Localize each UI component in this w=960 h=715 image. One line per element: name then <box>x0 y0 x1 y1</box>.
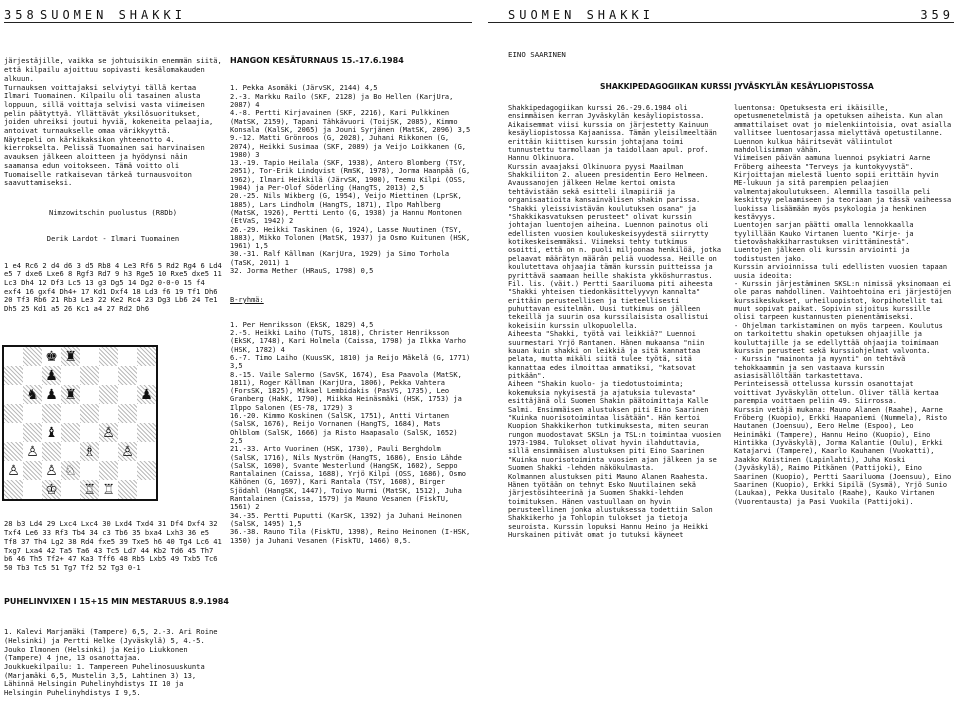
result-heading: PUHELINVIXEN I 15+15 MIN MESTARUUS 8.9.1984 <box>4 597 229 607</box>
board-square: ♙ <box>45 462 58 479</box>
game-moves-continued: 28 b3 Ld4 29 Lxc4 Lxc4 30 Lxd4 Txd4 31 Df4 Dxf4 32 Txf4 Le6 33 Rf3 Tb4 34 c3 Tb6 35 bxa4 Lxh3 36 e5 Tf8 37 Th4 Lg2 38 Rd4 fxe5 39 Txe5 h6 40 Tg4 Lc6 41 Txg7 Lxa4 42 Ta5 Ta6 43 Tc5 Ld7 44 Kb2 Td6 45 Th7 b6 46 Th5 Tf2+ 47 Ka3 Tff6 48 Rb5 Lxb5 49 Txb5 Tc6 50 Tb3 Tc5 51 Tg7 Tf2 52 Tg3 0-1 <box>4 519 227 572</box>
board-square <box>118 461 137 480</box>
header-rule-right <box>488 22 954 23</box>
board-square <box>61 480 80 499</box>
board-square <box>23 461 42 480</box>
result-text: 1. Kalevi Marjamäki (Tampere) 6,5, 2.-3. Ari Roine (Helsinki) ja Pertti Helke (Jyväskylä) 5, 4.-5. Jouko Ilmonen (Helsinki) ja Keijo Liukkonen (Tampere) 4 jne, 13 osanottajaa. Joukkuekilpailu: 1. Tampereen Puhelinosuuskunta (Marjamäki 6,5, Mustelin 3,5, Lahtinen 3) 13, Lähinnä Helsingin Puhelinyhdistys II 10 ja Helsingin Puhelinyhdistys I 9,5. <box>4 627 218 698</box>
game-opening: Nimzowitschin puolustus (R8Db) <box>48 208 178 218</box>
page-number-left: 358 <box>4 8 38 22</box>
board-square: ♙ <box>7 462 20 479</box>
board-square <box>99 347 118 366</box>
hangon-column <box>230 40 474 561</box>
board-square: ♗ <box>80 442 99 461</box>
board-square <box>4 404 23 423</box>
board-square: ♙ <box>118 442 137 461</box>
board-square <box>118 385 137 404</box>
board-square: ♟ <box>137 385 156 404</box>
game-moves: 1 e4 Rc6 2 d4 d6 3 d5 Rb8 4 Le3 Rf6 5 Rd2 Rg4 6 Ld4 e5 7 dxe6 Lxe6 8 Rgf3 Rd7 9 h3 Rge5 10 Rxe5 dxe5 11 Lc3 Dh4 12 Df3 Lc5 13 g3 Dg5 14 Dg2 0-0-0 15 f4 exf4 16 gxf4 Dh4+ 17 Kd1 Dxf4 18 Ld3 f6 19 Tf1 Dh6 20 Tf3 Rb6 21 Rb3 Le3 22 Ke2 Rc4 23 Dg3 Lb6 24 Te1 Dh5 25 Kd1 a5 26 Kc1 a4 27 Rd2 Dh6 <box>4 260 227 314</box>
board-square <box>42 442 61 461</box>
board-square: ♟ <box>42 366 61 385</box>
board-square: ♚ <box>45 348 58 365</box>
board-square: ♟ <box>45 386 58 403</box>
hangon-heading: HANGON KESÄTURNAUS 15.-17.6.1984 <box>230 55 404 65</box>
board-square: ♖ <box>102 481 115 498</box>
board-square <box>61 442 80 461</box>
running-header-left: SUOMEN SHAKKI <box>40 8 186 22</box>
board-square <box>137 480 156 499</box>
board-square: ♙ <box>26 443 39 460</box>
intro-text: järjestäjille, vaikka se johtuisikin enemmän siitä, että kilpailu ajoittuu sopivasti kesälomakauden alkuun. Turnauksen voittajaksi selviytyi tällä kertaa Ilmari Tuomainen. Kilpailu oli tasainen alusta loppuun, sillä voittaja selvisi vasta viimeisen pelin päätyttyä. Yllättävät yksilösuoritukset, joiden uhreiksi joutui hyviä, kokeneita pelaajia, antoivat turnaukselle omaa värikkyyttä. Näytepeli on kärkikaksikon yhteenotto 4. kierrokselta. Pelissä Tuomainen sai harvinaisen avauksen jälkeen aloitteen ja hyödynsi näin saamansa edun voitokseen. Tämä voitto oli Tuomaiselle ratkaisevan tärkeä turnausvoiton saavuttamiseksi. <box>4 56 222 188</box>
board-square <box>118 480 137 499</box>
board-square <box>80 461 99 480</box>
board-square <box>118 347 137 366</box>
board-square <box>99 385 118 404</box>
board-square <box>80 385 99 404</box>
board-square <box>23 347 42 366</box>
board-square <box>99 366 118 385</box>
running-header-right: SUOMEN SHAKKI <box>508 8 654 22</box>
hangon-results-a: 1. Pekka Asomäki (JärvSK, 2144) 4,5 2.-3. Markku Railo (SKF, 2128) ja Bo Hellen (KarjUra, 2087) 4 4.-8. Pertti Kirjavainen (SKF, 2216), Kari Pulkkinen (MatSK, 2159), Tapani Tähkävuori (ToijSK, 2085), Kimmo Konsala (KalSK, 2065) ja Jouni Syrjänen (MatSK, 2096) 3,5 9.-12. Matti Grönroos (G, 2028), Juhani Rikkonen (G, 2074), Heikki Susimaa (SKF, 2089) ja Veijo Loikkanen (G, 1980) 3 13.-19. Tapio Heilala (SKF, 1938), Antero Blomberg (TSY, 2051), Tor-Erik Lindqvist (RmSK, 1978), Jorma Haanpää (G, 1962), Ilmari Heikkilä (JärvSK, 1900), Teemu Kilpi (OSS, 1904) ja Per-Olof Söderling (HangTS, 2013) 2,5 20.-25. Nils Wikberg (G, 1954), Veijo Miettinen (LprSK, 1885), Lars Lindholm (HangTS, 1871), Ilpo Mahlberg (MatSK, 1926), Pertti Lento (G, 1938) ja Hannu Montonen (EtVaS, 1942) 2 26.-29. Heikki Taskinen (G, 1924), Lasse Nuutinen (TSY, 1883), Mikko Tolonen (MatSK, 1937) ja Osmo Kuitunen (HSK, 1961) 1,5 30.-31. Ralf Källman (KarjUra, 1929) ja Simo Torhola (TaSK, 2011) 1 32. Jorma Mether (HRauS, 1798) 0,5 <box>230 84 471 276</box>
right-page <box>480 0 960 689</box>
board-square <box>99 442 118 461</box>
board-square <box>4 442 23 461</box>
board-square <box>23 423 42 442</box>
board-square <box>137 347 156 366</box>
article-title: SHAKKIPEDAGOGIIKAN KURSSI JYVÄSKYLÄN KESÄYLIOPISTOSSA <box>600 82 874 91</box>
board-square <box>118 404 137 423</box>
author-name: EINO SAARINEN <box>508 50 566 59</box>
page-number-right: 359 <box>920 8 954 22</box>
board-square <box>4 423 23 442</box>
board-square <box>80 404 99 423</box>
board-square <box>61 404 80 423</box>
left-column <box>4 40 227 331</box>
left-column-lower <box>4 503 229 715</box>
board-square <box>137 366 156 385</box>
board-square <box>80 366 99 385</box>
board-square <box>4 366 23 385</box>
board-square: ♔ <box>42 480 61 499</box>
board-square <box>23 480 42 499</box>
board-square <box>137 461 156 480</box>
board-square <box>99 404 118 423</box>
board-square: ♘ <box>61 461 80 480</box>
board-square <box>4 347 23 366</box>
board-square <box>137 404 156 423</box>
board-square: ♙ <box>99 423 118 442</box>
board-square <box>80 347 99 366</box>
board-square <box>80 423 99 442</box>
board-square <box>4 480 23 499</box>
header-rule <box>4 22 472 23</box>
hangon-results-b: 1. Per Henriksson (EkSK, 1829) 4,5 2.-5. Heikki Laiho (TuTS, 1818), Christer Henriksson (EkSK, 1748), Kari Holmela (Caissa, 1798) ja Ilkka Varho (HSK, 1782) 4 6.-7. Timo Laiho (KuusSK, 1810) ja Reijo Mäkelä (G, 1771) 3,5 8.-15. Vaile Salermo (SavSK, 1674), Esa Paavola (MatSK, 1811), Roger Källman (KarjUra, 1806), Pekka Vahtera (ForsSK, 1825), Mikael Lembidakis (PasVS, 1735), Leo Granberg (HakK, 1790), Miikka Heinäsmäki (HSK, 1753) ja Ilppo Salonen (ES-78, 1729) 3 16.-20. Kimmo Koskinen (SalSK, 1751), Antti Virtanen (SalSK, 1676), Reijo Vornanen (HangTS, 1684), Mats Ohlblom (SalSK, 1666) ja Risto Haapasalo (SalSK, 1652) 2,5 21.-33. Arto Vuorinen (HSK, 1730), Pauli Berghdolm (SalSK, 1716), Nils Nyström (HangTS, 1686), Ensio Lähde (SalSK, 1690), Svante Westerlund (HangSK, 1602), Seppo Rantalainen (Caissa, 1688), Yrjö Kilpi (OSS, 1686), Osmo Kähönen (G, 1697), Kari Rantala (TSY, 1608), Birger Sjödahl (HangSK, 1447), Toivo Nurmi (MatSK, 1512), Juha Rantalainen (Caissa, 1579) ja Mauno Vesanen (FiskTU, 1561) 2 34.-35. Pertti Puputti (KarSK, 1392) ja Juhani Heinonen (SalSK, 1495) 1,5 36.-38. Rauno Tila (FiskTU, 1398), Reino Heinonen (I-HSK, 1350) ja Juhani Vesanen (FiskTU, 1466) 0,5. <box>230 320 471 545</box>
board-square <box>137 423 156 442</box>
board-square <box>118 366 137 385</box>
board-square: ♞ <box>23 385 42 404</box>
board-square: ♖ <box>80 480 99 499</box>
article-column-1: Shakkipedagogiikan kurssi 26.-29.6.1984 oli ensimmäisen kerran Jyväskylän kesäyliopistossa. Aikaisemmat viisi kurssia on järjestetty Kainuun kesäyliopistossa Kajaanissa. Tämän yleisilmeeltään erittäin kiittisen kurssin johtajana toimi tunnustettu tarmollaan ja taidollaan apul. prof. Hannu Olkinuora. Kurssin avaajaksi Olkinuora pyysi Maailman Shakkiliiton 2. alueen presidentin Eero Helmeen. Avaussanojen jälkeen Helme kertoi omista tehtävistään sekä esitteli ilmapiiriä ja organisaatioita kansainvälisen shakin parissa. "Shakki yleissivistävän koulutuksen osana" ja "Shakkikasvatuksen perusteet" olivat kurssin johtajan luentojen aiheina. Luennon painotus oli edellisten vuosien koulukeskeisyydestä siirrytty kotikeskeisemmäksi. Viimeksi tehty tutkimus osoitti, että on n. puoli miljoonaa henkilöä, jotka pelaavat määrätyn määrän peliä vuodessa. Heille on koulutettava ohjaajia tämän kurssin puitteissa ja pyrittävä saamaan heille shakista ykköshurrastus. Fil. lis. (väit.) Pertti Saariluoma piti aiheesta "Shakki yhteisen tiedonkäsittelyyvyn kannalta" erittäin perusteellisen ja tieteellisesti puhuttavan esitelmän. Uusi tutkimus on jälleen tekeillä ja suurin osa kurssilaisista osallistui kokeisiin kurssin ulkopuolella. Aiheesta "Shakki, työtä vai leikkiä?" Luennoi suurmestari Yrjö Rantanen. Hänen mukaansa "niin kauan kuin shakki on leikkiä ja sitä kannattaa pelata, mutta mikäli siitä tulee työtä, sitä kannattaa edes ilmoittaa ammatiksi, "katsovat pitkään". Aiheen "Shakin kuolo- ja tiedotustoiminta; kokemuksia nykyisestä ja ajatuksia tulevasta" esittäjänä oli Suomen Shakin päätoimittaja Kalle Salmi. Ensimmäisen alustuksen piti Eino Saarinen "Kuinka nuorisotoimintaa lisätään". Hän kertoi Kuopion Shakkikerhon tutkimuksesta, miten seuran rungon muodostavat SKSLn ja TSL:n toimintaa vuosien 1973-1984. Tulokset olivat hyvin ilahduttavia, sillä ensimmäisen alustuksen piti Eino Saarinen "Kuinka nuorisotoiminta vuosien ajan jälkeen ja se Suomen Shakki -lehden näkökulmasta. Kolmannen alustuksen piti Mauno Alanen Raahesta. Hänen työtään on tehnyt Esko Nuutilainen sekä järjestösihteerinä ja Suomen Shakki-lehden toimituksen. Hänen vastuullaan on hyvin perusteellinen jonka alustuksessa todettiin Salon Shakkikerho ja Tohlopin tulokset ja tietoja seuroista. Kurssin lopuksi Hannu Heino ja Heikki Hurskainen pitivät omat jo tutuksi käyneet <box>508 104 722 540</box>
board-square <box>23 366 42 385</box>
board-square: ♝ <box>45 424 58 441</box>
left-page <box>0 0 480 698</box>
board-square <box>118 423 137 442</box>
hangon-b-heading: B-ryhmä: <box>230 295 264 304</box>
board-square <box>23 404 42 423</box>
board-square <box>61 366 80 385</box>
board-square <box>99 461 118 480</box>
game-players: Derik Lardot - Ilmari Tuomainen <box>46 234 180 244</box>
board-square <box>137 442 156 461</box>
board-square: ♜ <box>61 385 80 404</box>
board-square <box>42 404 61 423</box>
board-square: ♜ <box>61 347 80 366</box>
board-square <box>4 385 23 404</box>
article-column-2: luentonsa: Opetuksesta eri ikäisille, opetusmenetelmistä ja opetuksen aiheista. Kun alan ammattilaiset ovat jo mielenkiintoisia, ovat asialla vallitsee luentosarjassa mielyttävä opetustilanne. Luennon kulkua häiritsevät väliintulot mahdollisimman vähän. Viimeisen päivän aamuna luennoi psykiatri Aarne Fröberg aiheesta "Terveys ja kuntokyvystä". Kirjoittajan mielestä luento sopii erittäin hyvin ME-lukuun ja sitä parempien pelaajien valmentajakoulutukseen. Alemmilla tasoilla peli keskittyy pelaamiseen ja teoriaan ja tässä vaiheessa luokissa lisäämään myös psykologia ja henkinen kestävyys. Luentojen sarjan päätti omalla lennokkaalla tyylillään Kauko Virtanen luento "Kirje- ja tietoväshakkiharrastuksen virittäminestä". Luentojen jälkeen oli kurssin arviointi ja todistusten jako. Kurssin arvioinnissa tuli edellisten vuosien tapaan uusia ideoita: - Kurssin järjestäminen SKSL:n nimissä yksinomaan ei ole paras mahdollinen. Vaihtoehtoina eri järjestöjen kurssikeskukset, urheiluopistot, korpihotellit tai muut sopivat paikat. Sopivin sijoitus kurssille olisi tarpeen kustannusten pienentämiseksi. - Ohjelman tarkistaminen on myös tarpeen. Koulutus on tarkoitettu shakin opetuksen ohjaajille ja kouluttajille ja se edellyttää ohjaajia toimimaan kurssin perusteet sekä kurssiohjelmat valvonta. - Kurssin "mainonta ja myynti" on tehtävä tehokkaammin ja sen vastaava kurssin asiasisällöltään tarkastettava. Perinteisessä ottelussa kurssin osanottajat voittivat Jyväskylän ottelun. Oliver tällä kertaa parempia voittaen peliin 49. Siirrossa. Kurssin vetäjä mukana: Mauno Alanen (Raahe), Aarne Fröberg (Kuopio), Erkki Haapaniemi (Nummela), Risto Hautanen (Joensuu), Eero Helme (Espoo), Leo Heinimäki (Tampere), Hannu Heino (Kuopio), Eino Hintikka (Jyväskylä), Jorma Kalantie (Oulu), Erkki Katajarvi (Tampere), Kaarlo Kauhanen (Vuokatti), Jaakko Koistinen (Lapinlahti), Juha Koski (Jyväskylä), Raimo Pitkänen (Pattijoki), Eino Saarinen (Kuopio), Pertti Saariluoma (Joensuu), Eino Saarinen (Kuopio), Erkki Sipilä (Sysmä), Yrjö Sunio (Laukaa), Pekka Uusitalo (Raahe), Kauko Virtanen (Vuorentausta) ja Pasi Vuokila (Pattijoki). <box>734 104 952 506</box>
board-square <box>61 423 80 442</box>
chess-diagram <box>2 345 158 501</box>
